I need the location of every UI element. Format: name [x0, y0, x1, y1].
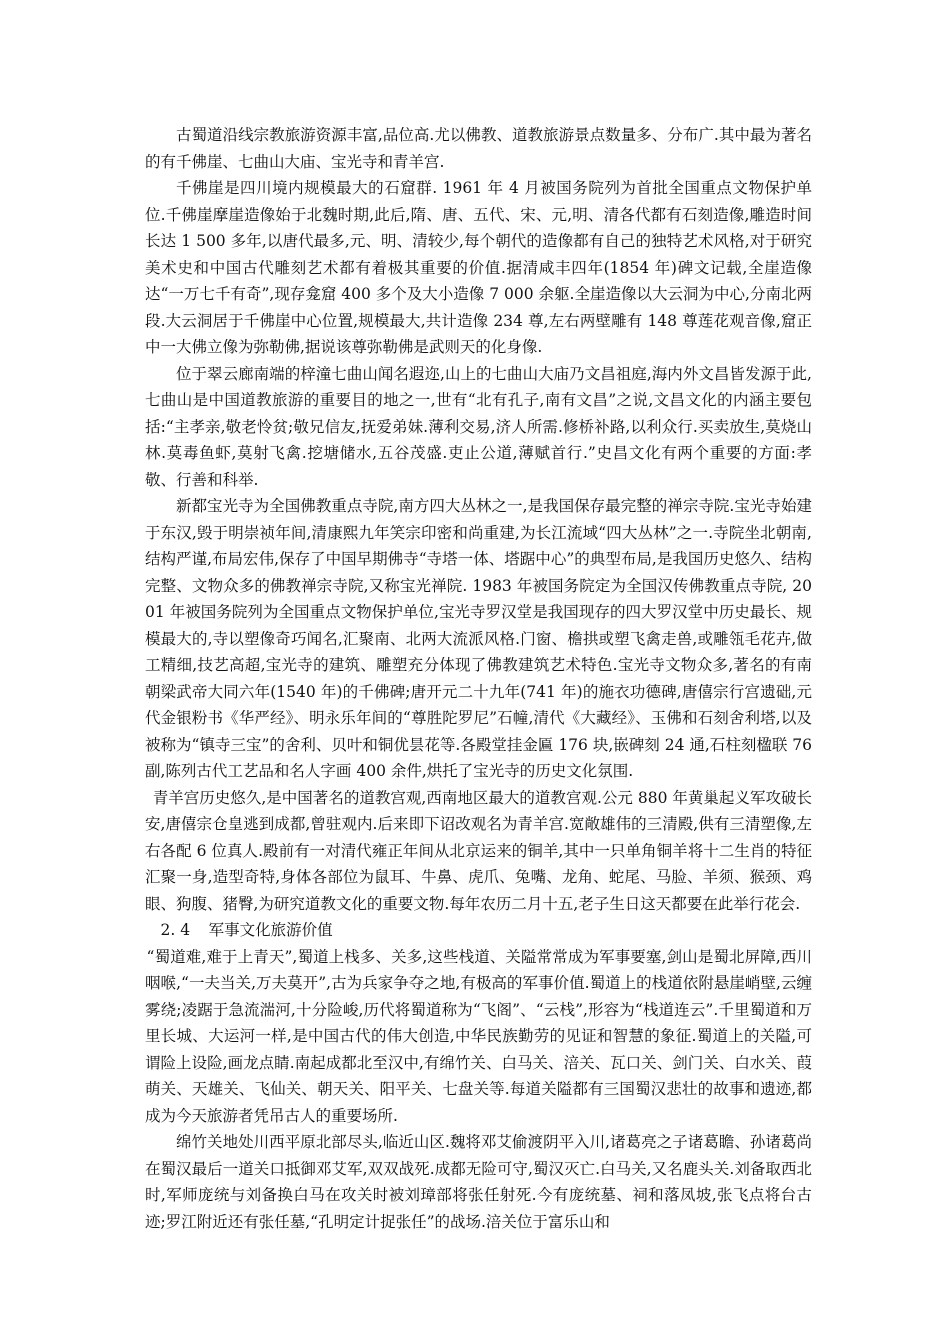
paragraph-qianfoya: 千佛崖是四川境内规模最大的石窟群. 1961 年 4 月被国务院列为首批全国重点文物保护单位.千佛崖摩崖造像始于北魏时期,此后,隋、唐、五代、宋、元,明、清各代都有石刻造像,雕造时间长达 1 500 多年,以唐代最多,元、明、清较少,每个朝代的造像都有自己的独特艺术风格,对于研究美术史和中国古代雕刻艺术都有着极其重要的价值.据清咸丰四年(1854 年)碑文记载,全崖造像达“一万七千有奇”,现存龛窟 400 多个及大小造像 7 000 余躯.全崖造像以大云洞为中心,分南北两段.大云洞居于千佛崖中心位置,规模最大,共计造像 234 尊,左右两壁雕有 148 尊莲花观音像,窟正中一大佛立像为弥勒佛,据说该尊弥勒佛是武则天的化身像. [145, 179, 812, 356]
paragraph-baoguang-temple: 新都宝光寺为全国佛教重点寺院,南方四大丛林之一,是我国保存最完整的禅宗寺院.宝光寺始建于东汉,毁于明崇祯年间,清康熙九年笑宗印密和尚重建,为长江流域“四大丛林”之一.寺院坐北朝南,结构严谨,布局宏伟,保存了中国早期佛寺“寺塔一体、塔踞中心”的典型布局,是我国历史悠久、结构完整、文物众多的佛教禅宗寺院,又称宝光禅院. 1983 年被国务院定为全国汉传佛教重点寺院, 2001 年被国务院列为全国重点文物保护单位,宝光寺罗汉堂是我国现存的四大罗汉堂中历史最长、规模最大的,寺以塑像奇巧闻名,汇聚南、北两大流派风格.门窗、檐拱或塑飞禽走兽,或雕瓴毛花卉,做工精细,技艺高超,宝光寺的建筑、雕塑充分体现了佛教建筑艺术特色.宝光寺文物众多,著名的有南朝梁武帝大同六年(1540 年)的千佛碑;唐开元二十九年(741 年)的施衣功德碑,唐僖宗行宫遗础,元代金银粉书《华严经》、明永乐年间的“尊胜陀罗尼”石幢,清代《大藏经》、玉佛和石刻舍利塔,以及被称为“镇寺三宝”的舍利、贝叶和铜优昙花等.各殿堂挂金匾 176 块,嵌碑刻 24 通,石柱刻楹联 76 副,陈列古代工艺品和名人字画 400 余件,烘托了宝光寺的历史文化氛围. [145, 497, 812, 780]
paragraph-military-value: “蜀道难,难于上青天”,蜀道上栈多、关多,这些栈道、关隘常常成为军事要塞,剑山是蜀北屏障,西川咽喉,“一夫当关,万夫莫开”,古为兵家争夺之地,有极高的军事价值.蜀道上的栈道依附悬崖峭壁,云缠雾绕;凌踞于急流湍河,十分险峻,历代将蜀道称为“飞阁”、“云栈”,形容为“栈道连云”.千里蜀道和万里长城、大运河一样,是中国古代的伟大创造,中华民族勤劳的见证和智慧的象征.蜀道上的关隘,可谓险上设险,画龙点睛.南起成都北至汉中,有绵竹关、白马关、涪关、瓦口关、剑门关、白水关、葭萌关、天雄关、飞仙关、朝天关、阳平关、七盘关等.每道关隘都有三国蜀汉悲壮的故事和遗迹,都成为今天旅游者凭吊古人的重要场所. [145, 947, 812, 1125]
paragraph-mianzhu-pass: 绵竹关地处川西平原北部尽头,临近山区.魏将邓艾偷渡阴平入川,诸葛亮之子诸葛瞻、孙诸葛尚在蜀汉最后一道关口抵御邓艾军,双双战死.成都无险可守,蜀汉灭亡.白马关,又名鹿头关.刘备取西北时,军师庞统与刘备换白马在攻关时被刘璋部将张任射死.今有庞统墓、祠和落凤坡,张飞点将台古迹;罗江附近还有张任墓,“孔明定计捉张任”的战场.涪关位于富乐山和 [145, 1133, 812, 1231]
paragraph-qiqushan: 位于翠云廊南端的梓潼七曲山闻名遐迩,山上的七曲山大庙乃文昌祖庭,海内外文昌皆发源于此,七曲山是中国道教旅游的重要目的地之一,世有“北有孔子,南有文昌”之说,文昌文化的内涵主要包括:“主孝亲,敬老怜贫;敬兄信友,抚爱弟妹.薄利交易,济人所需.修桥补路,以利众行.买卖放生,莫烧山林.莫毒鱼虾,莫射飞禽.挖塘储水,五谷茂盛.吏止公道,薄赋首行.”史昌文化有两个重要的方面:孝敬、行善和科举. [145, 364, 812, 489]
section-heading [145, 917, 812, 944]
paragraph-qingyang-palace: 青羊宫历史悠久,是中国著名的道教宫观,西南地区最大的道教宫观.公元 880 年黄巢起义军攻破长安,唐僖宗仓皇逃到成都,曾驻观内.后来即下诏改观名为青羊宫.宽敞雄伟的三清殿,供有三清塑像,左右各配 6 位真人.殿前有一对清代雍正年间从北京运来的铜羊,其中一只单角铜羊将十二生肖的特征汇聚一身,造型奇特,身体各部位为鼠耳、牛鼻、虎爪、兔嘴、龙角、蛇尾、马脸、羊须、猴颈、鸡眼、狗腹、猪臀,为研究道教文化的重要文物.每年农历二月十五,老子生日这天都要在此举行花会. [145, 788, 812, 913]
section-title: 军事文化旅游价值 [208, 921, 333, 939]
section-number: 2. 4 [160, 921, 191, 939]
document-page [145, 122, 812, 1235]
paragraph-religious-resources: 古蜀道沿线宗教旅游资源丰富,品位高.尤以佛教、道教旅游景点数量多、分布广.其中最为著名的有千佛崖、七曲山大庙、宝光寺和青羊宫. [145, 126, 812, 171]
